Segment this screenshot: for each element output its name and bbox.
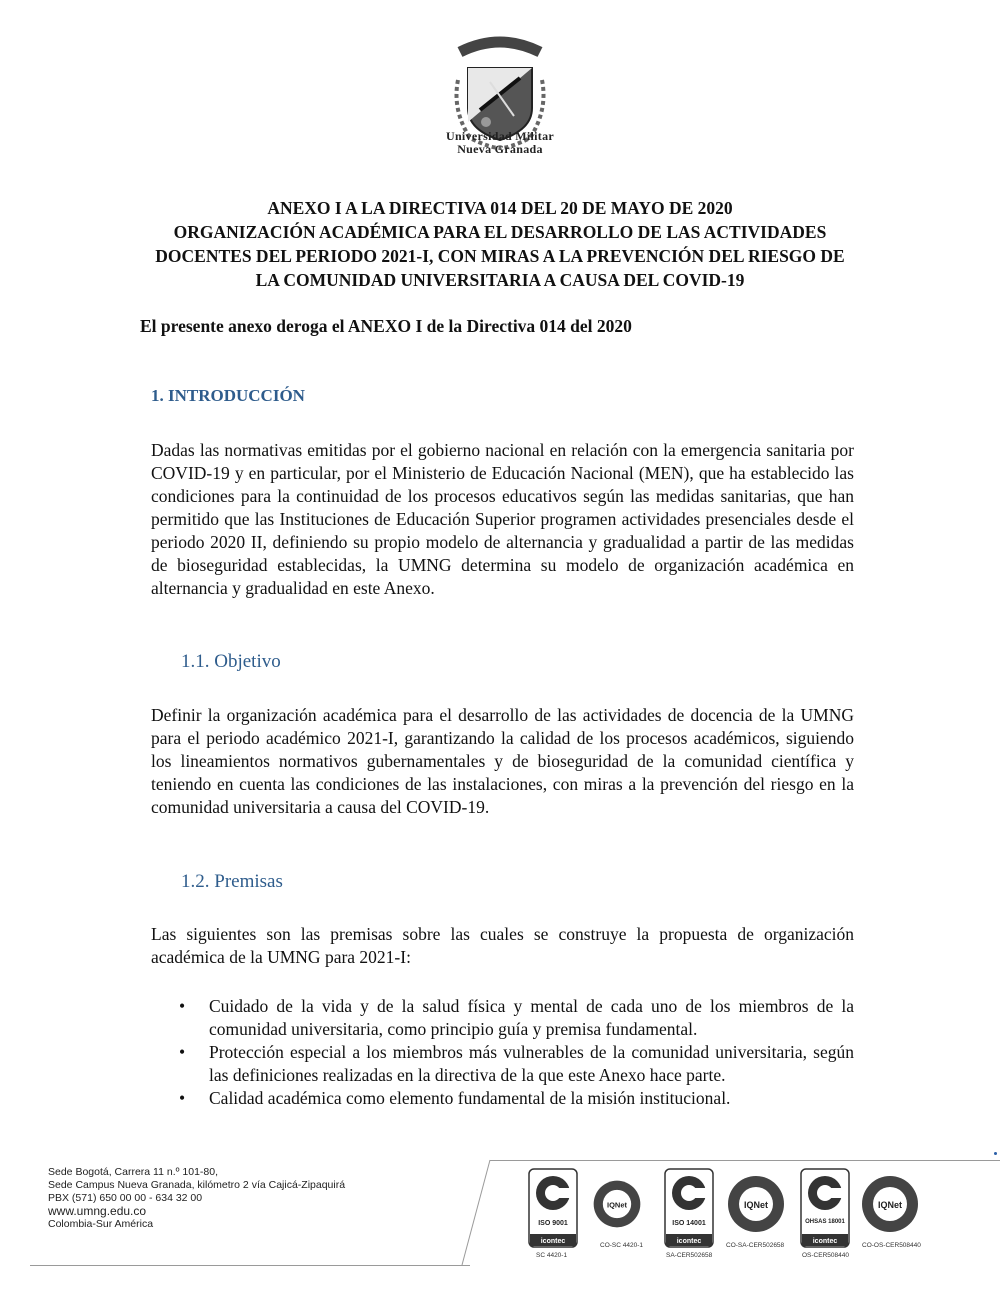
iqnet-certified-icon: [592, 1172, 642, 1236]
document-title: [100, 196, 900, 292]
list-item: • Cuidado de la vida y de la salud física y mental de cada uno de los miembros de la comunidad universitaria, como principio guía y premisa fundamental.: [179, 996, 854, 1039]
svg-text:OHSAS 18001: OHSAS 18001: [805, 1219, 845, 1225]
paragraph-objetivo: Definir la organización académica para el desarrollo de las actividades de docencia de la UMNG para el periodo académico 2021-I, garantizando la calidad de los procesos académicos, siguiendo los lineamientos normativos gubernamentales y de bioseguridad de la comunidad científica y teniendo en cuenta las condiciones de las instalaciones, con miras a la prevención del riesgo en la comunidad universitaria a causa del COVID-19.: [151, 705, 854, 817]
title-line: LA COMUNIDAD UNIVERSITARIA A CAUSA DEL COVID-19: [255, 270, 745, 290]
paragraph-introduccion: Dadas las normativas emitidas por el gobierno nacional en relación con la emergencia sanitaria por COVID-19 y en particular, por el Ministerio de Educación Nacional (MEN), que ha establecido las condiciones para la continuidad de los procesos educativos según las medidas sanitarias, que han permitido que las Instituciones de Educación Superior programen actividades presenciales desde el periodo 2020 II, definiendo su propio modelo de alternancia y gradualidad a partir de las medidas de bioseguridad establecidas, la UMNG determina su modelo de organización académica en alternancia y gradualidad en este Anexo.: [151, 440, 854, 598]
iqnet-certified-icon: [860, 1172, 920, 1236]
iqnet-certified-icon: [726, 1172, 786, 1236]
cert-code: CO-OS-CER508440: [862, 1242, 921, 1249]
cert-code: SA-CER502658: [666, 1252, 713, 1259]
svg-text:icontec: icontec: [812, 1238, 838, 1245]
cert-code: CO-SA-CER502658: [726, 1242, 785, 1249]
certification-logos: [528, 1168, 928, 1263]
cert-code: SC 4420-1: [536, 1252, 568, 1259]
footer-divider-bottom: [30, 1265, 470, 1266]
svg-text:icontec: icontec: [676, 1238, 702, 1245]
cert-code: OS-CER508440: [802, 1252, 849, 1259]
list-item: • Calidad académica como elemento fundamental de la misión institucional.: [179, 1088, 731, 1108]
list-item: • Protección especial a los miembros más vulnerables de la comunidad universitaria, según las definiciones realizadas en la directiva de la que este Anexo hace parte.: [179, 1042, 854, 1085]
footer-address: Sede Bogotá, Carrera 11 n.º 101-80, Sede Campus Nueva Granada, kilómetro 2 vía Cajicá-Zipaquirá PBX (571) 650 00 00 - 634 32 00 www.umng.edu.co Colombia-Sur América: [48, 1166, 346, 1230]
bullet-icon: •: [179, 1042, 186, 1062]
bullet-icon: •: [179, 996, 186, 1016]
section-heading-introduccion: 1. INTRODUCCIÓN: [151, 386, 305, 405]
title-line: DOCENTES DEL PERIODO 2021-I, CON MIRAS A LA PREVENCIÓN DEL RIESGO DE: [155, 246, 845, 266]
section-heading-premisas: 1.2. Premisas: [181, 871, 283, 892]
derogation-note: El presente anexo deroga el ANEXO I de la Directiva 014 del 2020: [140, 316, 632, 336]
svg-text:IQNet: IQNet: [877, 1200, 903, 1210]
cert-code: CO-SC 4420-1: [600, 1242, 643, 1249]
footer-divider-top: [490, 1160, 1000, 1161]
title-line: ANEXO I A LA DIRECTIVA 014 DEL 20 DE MAYO DE 2020: [267, 198, 733, 218]
svg-text:ISO 9001: ISO 9001: [538, 1220, 568, 1227]
footer-divider-slant: [460, 1158, 492, 1268]
icontec-iso14001-icon: [664, 1168, 714, 1248]
bullet-icon: •: [179, 1088, 186, 1108]
section-heading-objetivo: 1.1. Objetivo: [181, 651, 281, 672]
svg-text:icontec: icontec: [540, 1238, 566, 1245]
website-link[interactable]: www.umng.edu.co: [48, 1204, 147, 1218]
svg-text:IQNet: IQNet: [743, 1200, 769, 1210]
premisas-list: [151, 995, 854, 1110]
paragraph-premisas: Las siguientes son las premisas sobre las cuales se construye la propuesta de organización académica de la UMNG para 2021-I:: [151, 924, 854, 967]
icontec-iso9001-icon: [528, 1168, 578, 1248]
decorative-dot: [994, 1152, 997, 1155]
title-line: ORGANIZACIÓN ACADÉMICA PARA EL DESARROLLO DE LAS ACTIVIDADES: [173, 222, 827, 242]
svg-text:IQNet: IQNet: [606, 1200, 628, 1210]
university-name: Universidad Militar Nueva Granada: [445, 129, 555, 156]
icontec-ohsas18001-icon: [800, 1168, 850, 1248]
svg-text:ISO 14001: ISO 14001: [672, 1220, 706, 1227]
